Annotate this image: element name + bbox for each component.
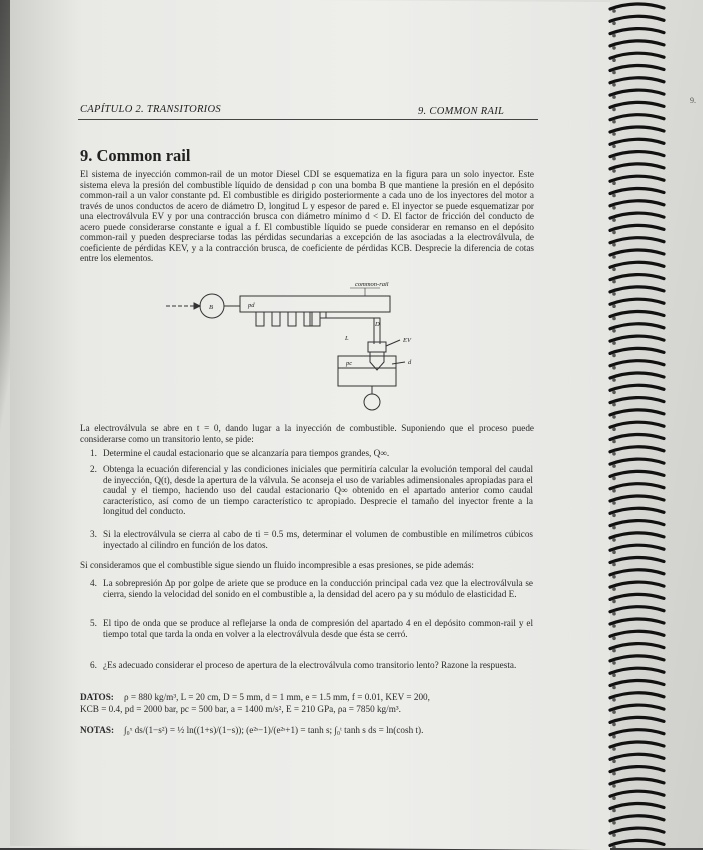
binding-coil — [610, 127, 664, 132]
binding-coil — [610, 152, 664, 157]
binding-coil — [610, 803, 664, 808]
item-number: 5. — [90, 618, 97, 628]
binding-hole — [612, 673, 616, 677]
datos-line-1: ρ = 880 kg/m³, L = 20 cm, D = 5 mm, d = 1 mm, e = 1.5 mm, f = 0.01, KEV = 200, — [124, 692, 430, 702]
binding-hole — [612, 169, 616, 173]
binding-coil — [610, 840, 664, 845]
binding-coil — [610, 594, 664, 599]
datos-line-2: KCB = 0.4, pd = 2000 bar, pc = 500 bar, a = 1400 m/s², E = 210 GPa, ρa = 7850 kg/m³. — [80, 704, 401, 714]
binding-coil — [610, 41, 664, 46]
binding-coil — [610, 139, 664, 144]
binding-hole — [612, 833, 616, 837]
binding-coil — [610, 373, 664, 378]
binding-coil — [610, 422, 664, 427]
binding-hole — [612, 108, 616, 112]
question-4: La sobrepresión Δp por golpe de ariete que se produce en la conducción principal cada vez que la electroválvula se cierra, siendo la velocidad del sonido en el combustible a, la densidad del acero ρa y su módulo de elasticidad E. — [103, 578, 533, 599]
binding-hole — [612, 477, 616, 481]
paragraph-transient: La electroválvula se abre en t = 0, dando lugar a la inyección de combustible. Suponiendo que el proceso puede considerarse como un transitorio lento, se pide: — [80, 423, 534, 444]
header-rule — [78, 119, 538, 120]
binding-coil — [610, 336, 664, 341]
binding-coil — [610, 508, 664, 513]
binding-hole — [612, 698, 616, 702]
binding-coil — [610, 90, 664, 95]
binding-coil — [610, 398, 664, 403]
binding-coil — [610, 717, 664, 722]
binding-coil — [610, 607, 664, 612]
binding-coil — [610, 324, 664, 329]
binding-hole — [612, 194, 616, 198]
binding-hole — [612, 464, 616, 468]
binding-coil — [610, 434, 664, 439]
question-3: Si la electroválvula se cierra al cabo de ti = 0.5 ms, determinar el volumen de combustible en milímetros cúbicos inyectado al cilindro en función de los datos. — [103, 529, 533, 550]
binding-hole — [612, 550, 616, 554]
datos-label: DATOS: — [80, 692, 114, 702]
binding-coil — [610, 754, 664, 759]
binding-hole — [612, 218, 616, 222]
label-pump: B — [209, 304, 213, 311]
binding-coil — [610, 631, 664, 636]
question-5: El tipo de onda que se produce al reflejarse la onda de compresión del apartado 4 en el depósito common-rail y el tiempo total que tarda la onda en volver a la electroválvula desde que ésta se cerró. — [103, 618, 533, 639]
item-number: 1. — [90, 448, 97, 458]
binding-coil — [610, 619, 664, 624]
item-number: 2. — [90, 464, 97, 474]
binding-coil — [610, 29, 664, 34]
binding-hole — [612, 526, 616, 530]
notas-formulas: ∫₀ˣ ds/(1−s²) = ½ ln((1+s)/(1−s)); (e²ˢ−1)/(e²ˢ+1) = tanh s; ∫₀ᵗ tanh s ds = ln(cosh t). — [124, 725, 424, 735]
binding-coil — [610, 816, 664, 821]
binding-hole — [612, 772, 616, 776]
binding-hole — [612, 796, 616, 800]
notas-label: NOTAS: — [80, 725, 115, 735]
binding-hole — [612, 22, 616, 26]
binding-coil — [610, 791, 664, 796]
binding-hole — [612, 575, 616, 579]
binding-hole — [612, 452, 616, 456]
binding-coil — [610, 164, 664, 169]
binding-coil — [610, 484, 664, 489]
binding-hole — [612, 661, 616, 665]
binding-coil — [610, 680, 664, 685]
binding-hole — [612, 501, 616, 505]
label-pc: pc — [346, 360, 353, 367]
binding-hole — [612, 427, 616, 431]
binding-hole — [612, 563, 616, 567]
binding-coil — [610, 299, 664, 304]
binding-coil — [610, 496, 664, 501]
binding-hole — [612, 280, 616, 284]
binding-coil — [610, 348, 664, 353]
binding-coil — [610, 742, 664, 747]
binding-coil — [610, 311, 664, 316]
next-page-edge-number: 9. — [690, 96, 696, 105]
binding-hole — [612, 83, 616, 87]
binding-hole — [612, 710, 616, 714]
binding-coil — [610, 115, 664, 120]
binding-hole — [612, 686, 616, 690]
binding-hole — [612, 809, 616, 813]
binding-hole — [612, 747, 616, 751]
binding-coil — [610, 53, 664, 58]
binding-coil — [610, 447, 664, 452]
binding-coil — [610, 779, 664, 784]
binding-hole — [612, 145, 616, 149]
binding-coil — [610, 656, 664, 661]
binding-hole — [612, 34, 616, 38]
binding-hole — [612, 514, 616, 518]
binding-hole — [612, 403, 616, 407]
label-L: L — [345, 335, 349, 342]
binding-coil — [610, 176, 664, 181]
question-2: Obtenga la ecuación diferencial y las condiciones iniciales que permitiría calcular la evolución temporal del caudal de inyección, Q(t), desde la apertura de la válvula. Se aconseja el uso de variables adimensionales apropiadas para el caudal y el tiempo, haciendo uso del caudal estacionario Q∞ obtenido en el apartado anterior como caudal característico, así como de un tiempo característico tc apropiado. Desprecie el tamaño del inyector frente a la longitud del conducto. — [103, 464, 533, 517]
binding-hole — [612, 255, 616, 259]
binding-hole — [612, 784, 616, 788]
binding-coil — [610, 471, 664, 476]
binding-hole — [612, 440, 616, 444]
binding-hole — [612, 415, 616, 419]
binding-coil — [610, 693, 664, 698]
binding-coil — [610, 459, 664, 464]
chapter-header: CAPÍTULO 2. TRANSITORIOS — [80, 104, 221, 115]
binding-hole — [612, 243, 616, 247]
binding-hole — [612, 304, 616, 308]
binding-hole — [612, 378, 616, 382]
binding-hole — [612, 95, 616, 99]
binding-coil — [610, 570, 664, 575]
binding-hole — [612, 612, 616, 616]
intro-paragraph: El sistema de inyección common-rail de un motor Diesel CDI se esquematiza en la figura para un solo inyector. Este sistema eleva la presión del combustible líquido de densidad ρ con una bomba B que mantiene la presión en el depósito common-rail a un valor constante pd. El combustible es dirigido posteriormente a cada uno de los inyectores del motor a través de unos conductos de acero de diámetro D, longitud L y espesor de pared e. El inyector se puede esquematizar por una electroválvula EV y por una contracción brusca con diámetro mínimo d < D. El factor de fricción del conducto de acero puede considerarse constante e igual a f. El combustible líquido se puede considerar en remanso en el depósito common-rail y pueden despreciarse todas las pérdidas secundarias a excepción de las asociadas a la electroválvula, de coeficiente de pérdidas KEV, y a la contracción brusca, de coeficiente de pérdidas KCB. Desprecie la diferencia de cotas entre los elementos. — [80, 169, 534, 263]
binding-hole — [612, 206, 616, 210]
binding-hole — [612, 71, 616, 75]
binding-hole — [612, 366, 616, 370]
binding-coil — [610, 385, 664, 390]
binding-coil — [610, 521, 664, 526]
binding-hole — [612, 538, 616, 542]
binding-coil — [610, 582, 664, 587]
binding-coil — [610, 730, 664, 735]
binding-coil — [610, 545, 664, 550]
binding-coil — [610, 250, 664, 255]
binding-hole — [612, 600, 616, 604]
label-EV: EV — [403, 337, 411, 344]
binding-hole — [612, 821, 616, 825]
binding-coil — [610, 828, 664, 833]
binding-hole — [612, 391, 616, 395]
common-rail-schematic — [160, 282, 450, 417]
binding-coil — [610, 361, 664, 366]
binding-coil — [610, 557, 664, 562]
binding-coil — [610, 410, 664, 415]
binding-hole — [612, 317, 616, 321]
binding-hole — [612, 735, 616, 739]
binding-coil — [610, 668, 664, 673]
binding-coil — [610, 4, 664, 9]
binding-coil — [610, 705, 664, 710]
binding-hole — [612, 132, 616, 136]
binding-coil — [610, 644, 664, 649]
item-number: 4. — [90, 578, 97, 588]
label-d: d — [408, 359, 412, 366]
section-title: 9. Common rail — [80, 146, 191, 165]
binding-hole — [612, 120, 616, 124]
binding-hole — [612, 760, 616, 764]
binding-coil — [610, 16, 664, 21]
binding-hole — [612, 58, 616, 62]
binding-hole — [612, 624, 616, 628]
binding-coil — [610, 201, 664, 206]
label-common-rail: common-rail — [355, 282, 389, 288]
item-number: 6. — [90, 660, 97, 670]
item-number: 3. — [90, 529, 97, 539]
binding-coil — [610, 78, 664, 83]
binding-hole — [612, 329, 616, 333]
binding-coil — [610, 225, 664, 230]
paragraph-incompressible: Si consideramos que el combustible sigue siendo un fluido incompresible a esas presiones, se pide además: — [80, 560, 474, 570]
binding-hole — [612, 268, 616, 272]
binding-coil — [610, 767, 664, 772]
question-1: Determine el caudal estacionario que se alcanzaría para tiempos grandes, Q∞. — [103, 448, 390, 458]
binding-coil — [610, 102, 664, 107]
binding-coil — [610, 213, 664, 218]
binding-hole — [612, 157, 616, 161]
question-6: ¿Es adecuado considerar el proceso de apertura de la electroválvula como transitorio lento? Razone la respuesta. — [103, 660, 517, 670]
binding-hole — [612, 181, 616, 185]
binding-coil — [610, 275, 664, 280]
binding-coil — [610, 262, 664, 267]
binding-hole — [612, 9, 616, 13]
label-pd: pd — [248, 302, 255, 309]
binding-coil — [610, 65, 664, 70]
binding-hole — [612, 723, 616, 727]
binding-hole — [612, 489, 616, 493]
binding-hole — [612, 587, 616, 591]
binding-hole — [612, 341, 616, 345]
binding-hole — [612, 649, 616, 653]
spiral-binding — [606, 0, 703, 848]
binding-coil — [610, 238, 664, 243]
binding-coil — [610, 533, 664, 538]
binding-coil — [610, 287, 664, 292]
binding-hole — [612, 231, 616, 235]
section-header: 9. COMMON RAIL — [418, 106, 505, 117]
binding-hole — [612, 354, 616, 358]
label-D: D — [375, 321, 380, 328]
binding-coil — [610, 188, 664, 193]
binding-hole — [612, 46, 616, 50]
binding-hole — [612, 637, 616, 641]
binding-hole — [612, 292, 616, 296]
